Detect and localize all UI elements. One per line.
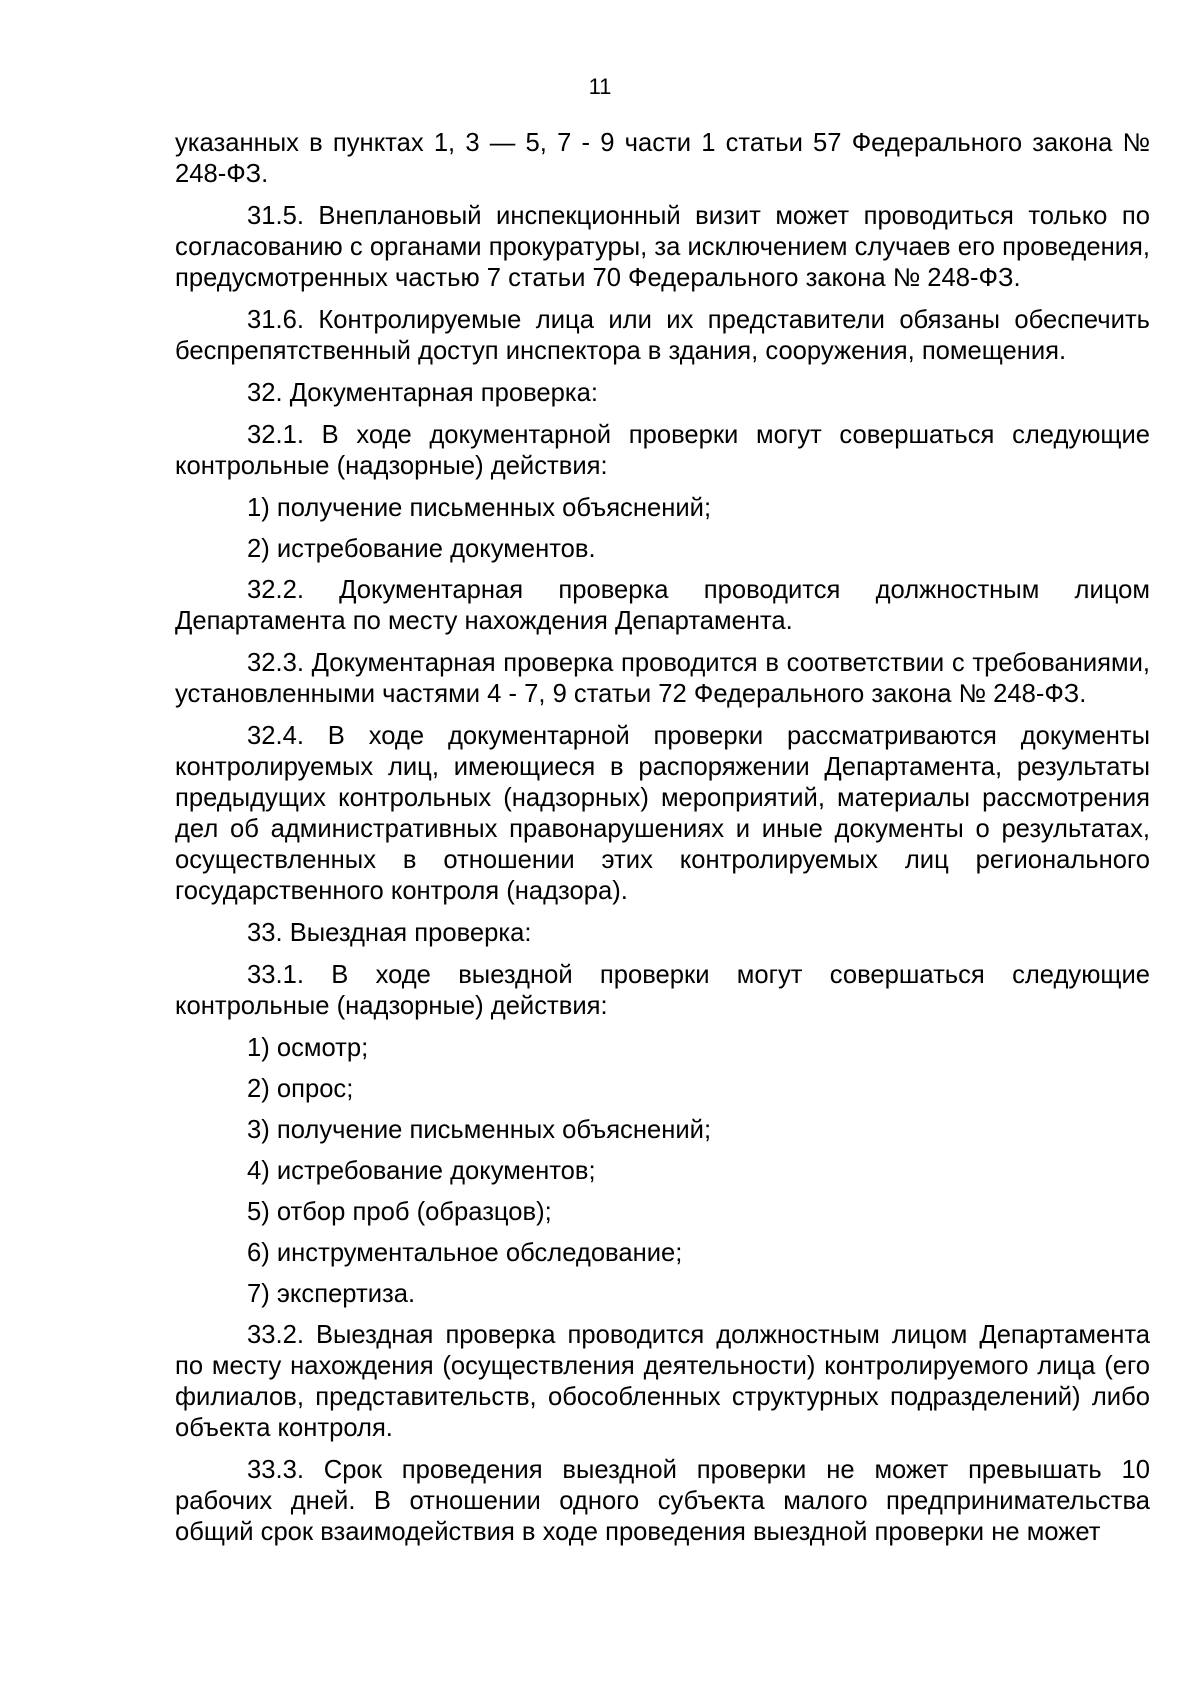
list-item: 2) опрос; — [247, 1075, 354, 1103]
paragraph: 33.3. Срок проведения выездной проверки не может превышать 10 рабочих дней. В отношении одного субъекта малого предпринимательства общий срок взаимодействия в ходе проведения выездной проверки не может — [175, 1456, 1150, 1546]
paragraph: 32.3. Документарная проверка проводится в соответствии с требованиями, установленными частями 4 - 7, 9 статьи 72 Федерального закона № 248-ФЗ. — [175, 649, 1150, 708]
paragraph: 33.2. Выездная проверка проводится должностным лицом Департамента по месту нахождения (осуществления деятельности) контролируемого лица (его филиалов, представительств, обособленных структурных подразделений) либо объекта контроля. — [175, 1321, 1150, 1442]
paragraph: 32.4. В ходе документарной проверки рассматриваются документы контролируемых лиц, имеющиеся в распоряжении Департамента, результаты предыдущих контрольных (надзорных) мероприятий, материалы рассмотрения дел об административных правонарушениях и иные документы о результатах, осуществленных в отношении этих контролируемых лиц регионального государственного контроля (надзора). — [175, 722, 1150, 905]
list-item: 4) истребование документов; — [247, 1157, 596, 1185]
paragraph: 31.6. Контролируемые лица или их представители обязаны обеспечить беспрепятственный доступ инспектора в здания, сооружения, помещения. — [175, 306, 1150, 365]
page-number: 11 — [588, 74, 612, 99]
paragraph: 33.1. В ходе выездной проверки могут совершаться следующие контрольные (надзорные) действия: — [175, 961, 1150, 1020]
list-item: 1) осмотр; — [247, 1034, 369, 1062]
section-heading: 32. Документарная проверка: — [247, 379, 598, 407]
paragraph: 32.2. Документарная проверка проводится должностным лицом Департамента по месту нахождения Департамента. — [175, 576, 1150, 635]
list-item: 2) истребование документов. — [247, 535, 596, 563]
list-item: 3) получение письменных объяснений; — [247, 1116, 712, 1144]
list-item: 1) получение письменных объяснений; — [247, 494, 712, 522]
list-item: 7) экспертиза. — [247, 1280, 416, 1308]
list-item: 5) отбор проб (образцов); — [247, 1198, 552, 1226]
section-heading: 33. Выездная проверка: — [247, 919, 532, 947]
list-item: 6) инструментальное обследование; — [247, 1239, 683, 1267]
document-body — [175, 128, 1150, 1559]
paragraph: указанных в пунктах 1, 3 — 5, 7 - 9 части 1 статьи 57 Федерального закона № 248-ФЗ. — [175, 129, 1150, 188]
paragraph: 31.5. Внеплановый инспекционный визит может проводиться только по согласованию с органами прокуратуры, за исключением случаев его проведения, предусмотренных частью 7 статьи 70 Федерального закона № 248-ФЗ. — [175, 202, 1150, 292]
paragraph: 32.1. В ходе документарной проверки могут совершаться следующие контрольные (надзорные) действия: — [175, 421, 1150, 480]
